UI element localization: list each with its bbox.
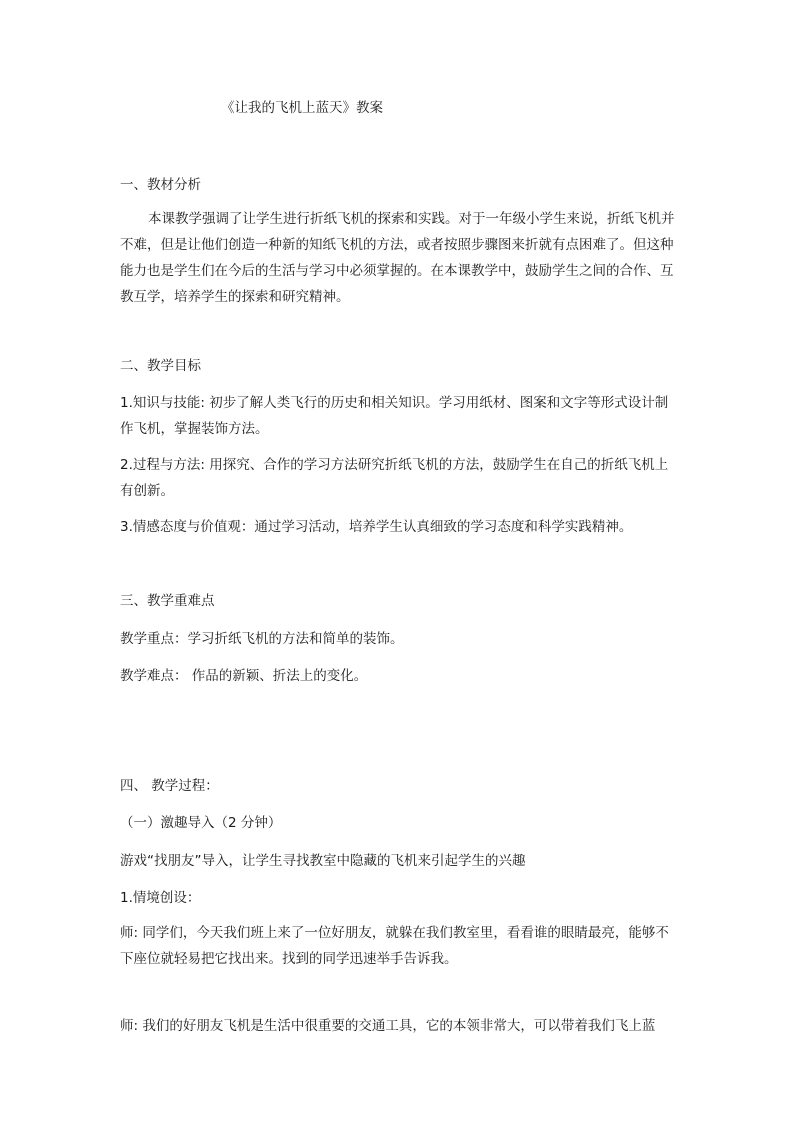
key-point: 教学重点：学习折纸飞机的方法和简单的装饰。	[120, 631, 404, 647]
section-heading-4: 四、 教学过程：	[120, 778, 219, 794]
section-heading-2: 二、教学目标	[120, 358, 201, 374]
process-step-heading: （一）激趣导入（2 分钟）	[120, 815, 282, 831]
section-heading-3: 三、教学重难点	[120, 593, 215, 609]
teacher-line-1: 师: 同学们，今天我们班上来了一位好朋友，就躲在我们教室里，看看谁的眼睛最亮，能够不下座位就轻易把它找出来。找到的同学迅速举手告诉我。	[120, 925, 669, 967]
section-heading-1: 一、教材分析	[120, 177, 201, 193]
process-subheading: 1.情境创设：	[120, 890, 201, 906]
section-1-paragraph: 本课教学强调了让学生进行折纸飞机的探索和实践。对于一年级小学生来说，折纸飞机并不难，但是让他们创造一种新的知纸飞机的方法，或者按照步骤图来折就有点困难了。但这种能力也是学生们在今后的生活与学习中必须掌握的。在本课教学中，鼓励学生之间的合作、互教互学，培养学生的探索和研究精神。	[120, 211, 675, 305]
difficult-point: 教学难点： 作品的新颖、折法上的变化。	[120, 668, 368, 684]
document-title: 《让我的飞机上蓝天》教案	[221, 100, 383, 116]
teacher-line-2: 师: 我们的好朋友飞机是生活中很重要的交通工具，它的本领非常大，可以带着我们飞上蓝	[120, 1018, 656, 1034]
objective-item-1: 1.知识与技能: 初步了解人类飞行的历史和相关知识。学习用纸材、图案和文字等形式设计制作飞机，掌握装饰方法。	[120, 395, 669, 437]
objective-item-3: 3.情感态度与价值观：通过学习活动，培养学生认真细致的学习态度和科学实践精神。	[120, 519, 633, 535]
process-intro: 游戏“找朋友”导入，让学生寻找教室中隐藏的飞机来引起学生的兴趣	[120, 853, 526, 869]
objective-item-2: 2.过程与方法: 用探究、合作的学习方法研究折纸飞机的方法，鼓励学生在自己的折纸飞机上有创新。	[120, 457, 669, 499]
